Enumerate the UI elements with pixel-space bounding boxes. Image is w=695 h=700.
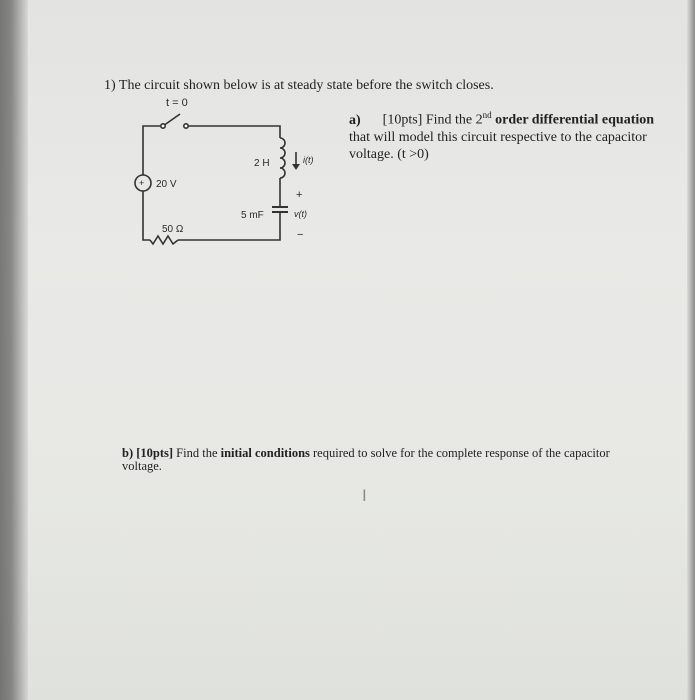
question-1-header: 1) The circuit shown below is at steady state before the switch closes. (104, 78, 494, 93)
wire-top-left (143, 126, 163, 175)
part-a-superscript: nd (482, 110, 492, 120)
part-b-label: b) [10pts] (122, 446, 174, 460)
voltage-label: v(t) (294, 209, 307, 219)
current-label: i(t) (303, 155, 314, 165)
right-edge (687, 0, 695, 700)
part-b (122, 447, 642, 473)
wire-bottom-left (143, 191, 150, 240)
source-label: 20 V (156, 179, 177, 190)
wire-bottom-right (178, 212, 280, 240)
part-b-text-2: required to solve for the complete response of the capacitor voltage. (122, 446, 610, 473)
source-plus-label: + (139, 178, 145, 188)
part-a-label: a) (349, 112, 361, 128)
part-a-bold: order differential equation (495, 112, 655, 128)
voltage-plus: + (296, 189, 303, 201)
capacitor-label: 5 mF (241, 210, 264, 221)
voltage-minus: − (297, 229, 304, 241)
resistor-label: 50 Ω (162, 224, 184, 235)
inductor-label: 2 H (254, 158, 270, 169)
circuit-diagram (110, 90, 330, 260)
switch-label: t = 0 (166, 97, 188, 109)
part-b-text-1: Find the (176, 446, 218, 460)
part-a-text-1: [10pts] Find the 2 (382, 112, 483, 128)
wire-top-right (188, 126, 280, 138)
part-b-bold: initial conditions (220, 446, 310, 460)
switch-contact (184, 124, 188, 128)
current-arrow-head (292, 164, 300, 170)
text-cursor-icon: I (362, 486, 367, 505)
part-a (349, 107, 669, 163)
inductor-coil (280, 138, 285, 178)
switch-pivot (161, 124, 165, 128)
part-a-text-2: that will model this circuit respective to the capacitor voltage. (t >0) (349, 129, 647, 162)
resistor-zigzag (150, 236, 178, 244)
left-shadow (0, 0, 28, 700)
switch-blade (163, 114, 180, 126)
